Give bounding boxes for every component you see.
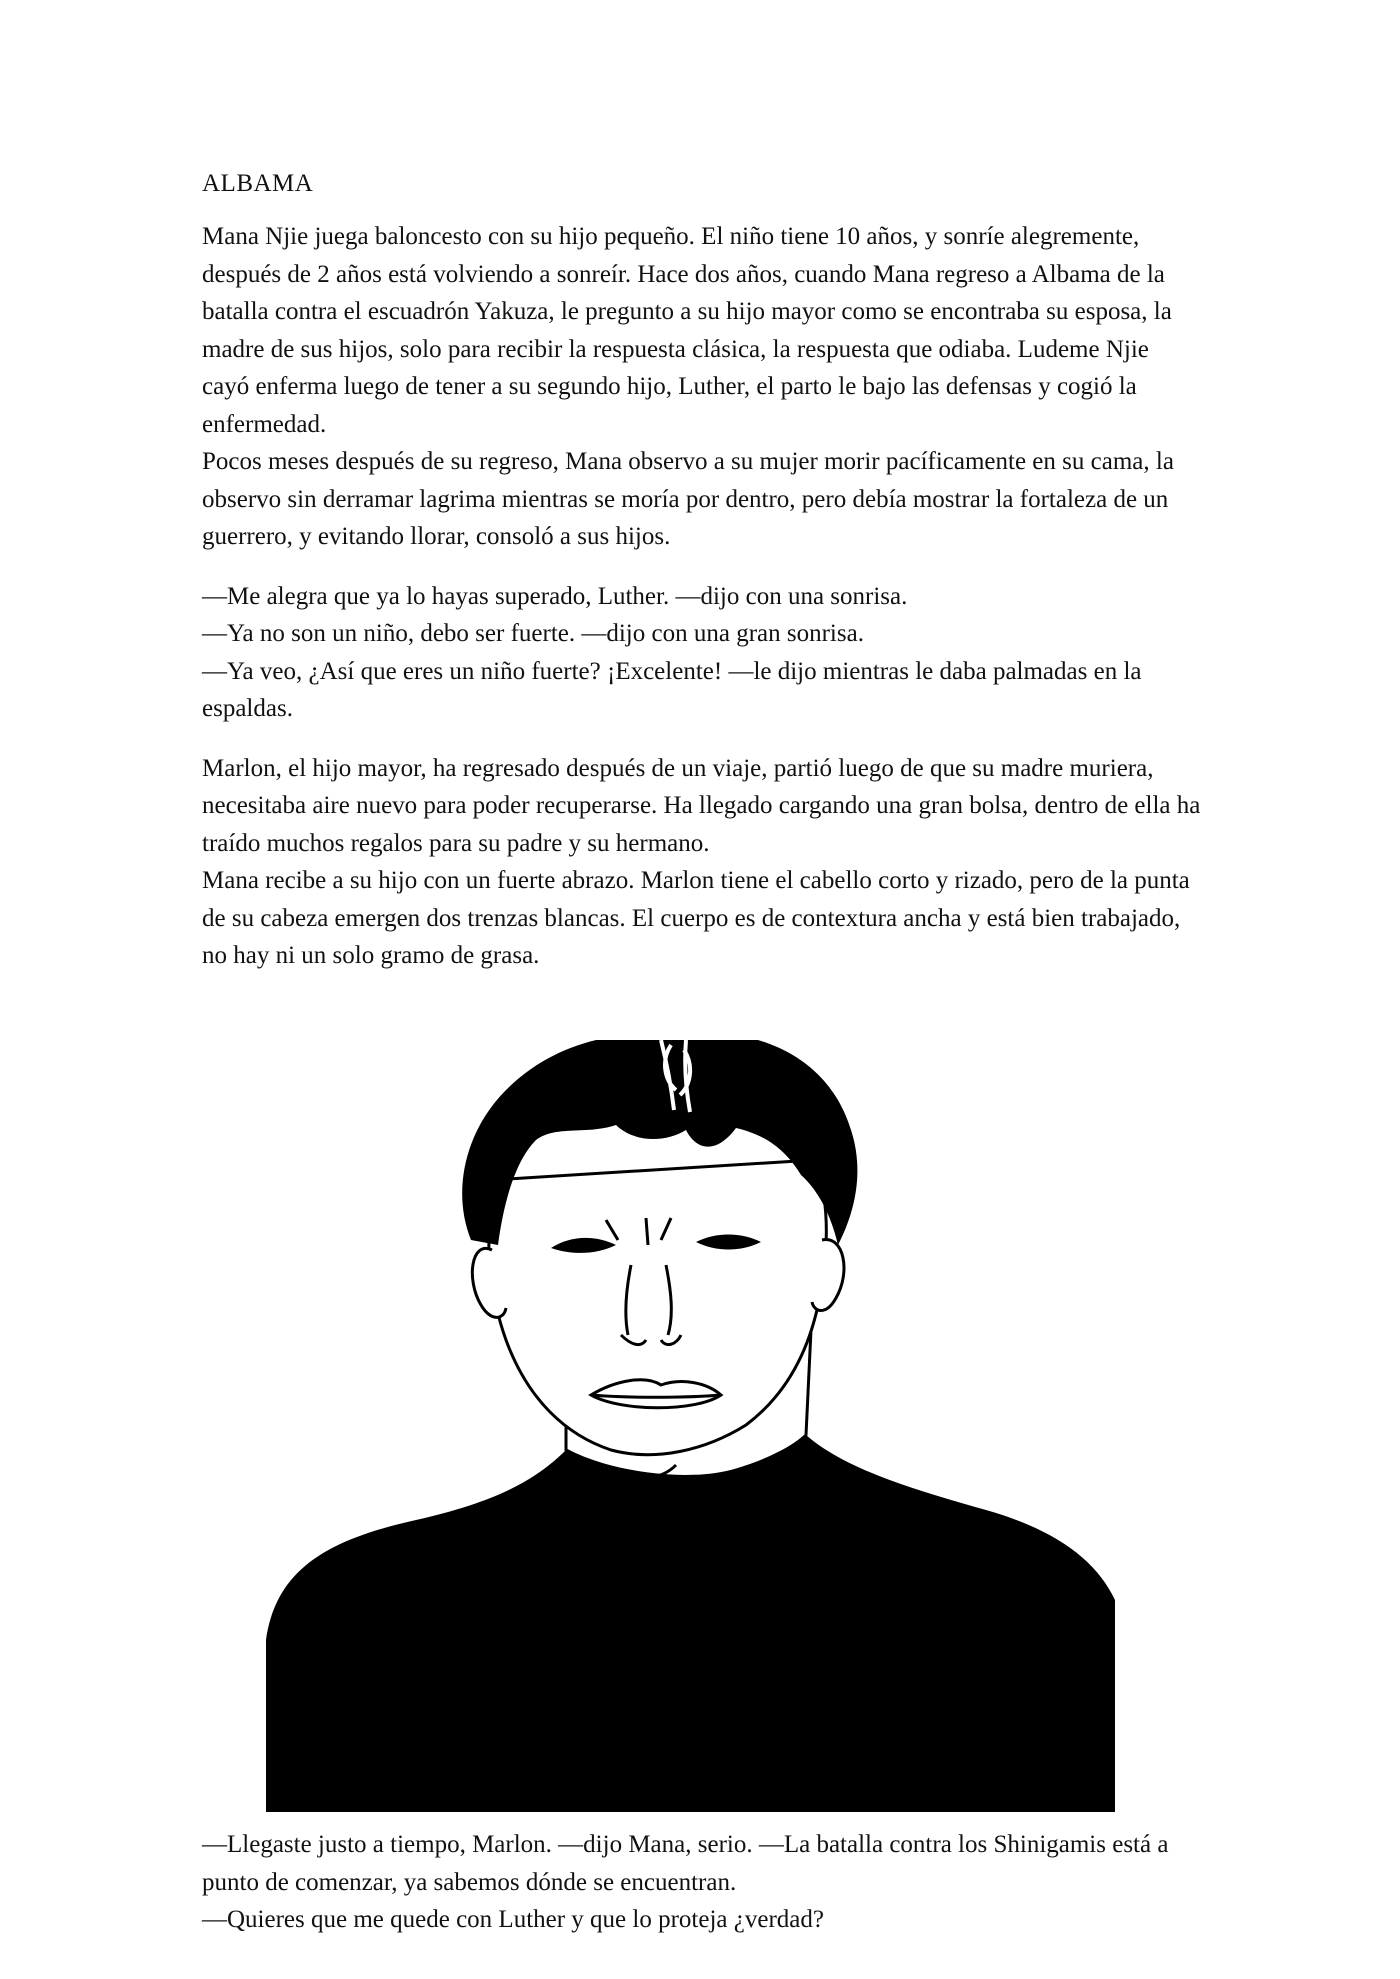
dialogue-line: —Ya no son un niño, debo ser fuerte. —dijo con una gran sonrisa. [202,620,864,647]
dialogue-line: —Llegaste justo a tiempo, Marlon. —dijo Mana, serio. —La batalla contra los Shinigamis está a punto de comenzar, ya sabemos dónde se encuentran. [202,1831,1169,1896]
paragraph-group-1 [202,218,1202,975]
dialogue-line: —Quieres que me quede con Luther y que lo proteja ¿verdad? [202,1906,824,1933]
character-portrait-illustration [266,1040,1115,1812]
paragraph: Mana recibe a su hijo con un fuerte abrazo. Marlon tiene el cabello corto y rizado, pero de la punta de su cabeza emergen dos trenzas blancas. El cuerpo es de contextura ancha y está bien trabajado, no hay ni un solo gramo de grasa. [202,867,1190,969]
black-shirt [266,1435,1115,1812]
paragraph: Mana Njie juega baloncesto con su hijo pequeño. El niño tiene 10 años, y sonríe alegremente, después de 2 años está volviendo a sonreír. Hace dos años, cuando Mana regreso a Albama de la batalla contra el escuadrón Yakuza, le pregunto a su hijo mayor como se encontraba su esposa, la madre de sus hijos, solo para recibir la respuesta clásica, la respuesta que odiaba. Ludeme Njie cayó enferma luego de tener a su segundo hijo, Luther, el parto le bajo las defensas y cogió la enfermedad. [202,223,1172,438]
dialogue-line: —Me alegra que ya lo hayas superado, Luther. —dijo con una sonrisa. [202,582,908,610]
portrait-drawing [266,1040,1115,1812]
paragraph: Marlon, el hijo mayor, ha regresado después de un viaje, partió luego de que su madre muriera, necesitaba aire nuevo para poder recuperarse. Ha llegado cargando una gran bolsa, dentro de ella ha traído muchos regalos para su padre y su hermano. [202,754,1201,857]
page-title: ALBAMA [202,170,314,197]
dialogue-line: —Ya veo, ¿Así que eres un niño fuerte? ¡Excelente! —le dijo mientras le daba palmadas en la espaldas. [202,657,1142,722]
paragraph-group-2 [202,1826,1202,1939]
paragraph: Pocos meses después de su regreso, Mana observo a su mujer morir pacíficamente en su cama, la observo sin derramar lagrima mientras se moría por dentro, pero debía mostrar la fortaleza de un guerrero, y evitando llorar, consoló a sus hijos. [202,448,1174,550]
